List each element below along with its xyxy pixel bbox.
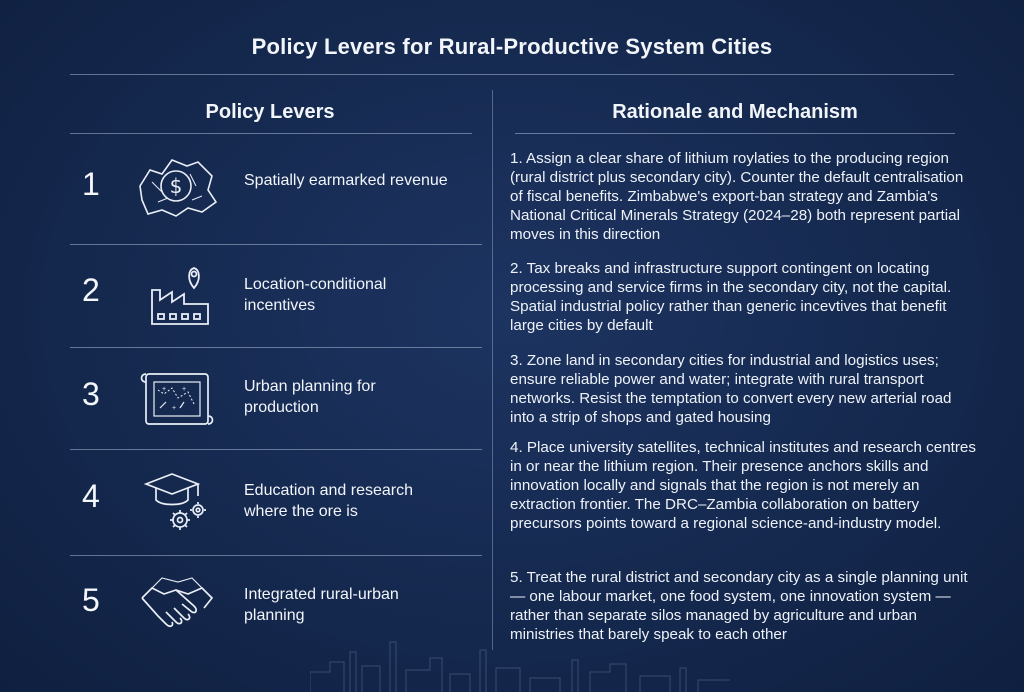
rationale-item-3: 3. Zone land in secondary cities for industrial and logistics uses; ensure reliable power and water; integrate with rural transport networks. Resist the temptation to convert every new arterial road into a strip of shops and gated housing bbox=[510, 352, 952, 426]
factory-pin-icon bbox=[132, 260, 222, 330]
lever-label: Location-conditional incentives bbox=[244, 276, 387, 314]
title-divider bbox=[70, 74, 954, 75]
rationale-item-4: 4. Place university satellites, technical institutes and research centres in or near the lithium region. Their presence anchors skills and innovation locally and signals that the region is not merely an extraction frontier. The DRC–Zambia collaboration on battery precursors points toward a regional science-and-industry model. bbox=[510, 439, 976, 532]
right-header-divider bbox=[515, 133, 955, 134]
lever-label: Integrated rural-urban planning bbox=[244, 586, 399, 624]
lever-label: Spatially earmarked revenue bbox=[244, 172, 448, 189]
rationale-item-2: 2. Tax breaks and infrastructure support contingent on locating processing and service firms in the secondary city, not the capital. Spatial industrial policy rather than generic incevtives that benefit large cities by default bbox=[510, 260, 952, 334]
left-header-divider bbox=[70, 133, 472, 134]
handshake-icon bbox=[132, 568, 222, 638]
lever-number: 5 bbox=[82, 582, 100, 618]
lever-row-1 bbox=[72, 140, 472, 244]
lever-number: 2 bbox=[82, 272, 100, 308]
lever-label: Education and research where the ore is bbox=[244, 482, 413, 520]
lever-number: 1 bbox=[82, 166, 100, 202]
rationale-item-1: 1. Assign a clear share of lithium roylaties to the producing region (rural district plus secondary city). Counter the default centralisation of fiscal benefits. Zimbabwe's export-ban strategy and Zambia's National Critical Minerals Strategy (2024–28) both represent partial moves in this direction bbox=[510, 150, 964, 243]
svg-text:+: + bbox=[172, 405, 177, 412]
row-divider bbox=[70, 347, 482, 348]
row-divider bbox=[70, 244, 482, 245]
rationale-item-5: 5. Treat the rural district and secondary city as a single planning unit — one labour market, one food system, one innovation system — rather than separate silos managed by agriculture and urban ministries that barely speak to each other bbox=[510, 569, 968, 643]
svg-text:+: + bbox=[182, 386, 187, 393]
left-column-header: Policy Levers bbox=[205, 101, 335, 123]
lever-label: Urban planning for production bbox=[244, 378, 376, 416]
lever-row-2 bbox=[72, 246, 472, 346]
lever-number: 3 bbox=[82, 376, 100, 412]
svg-text:+: + bbox=[162, 386, 167, 393]
row-divider bbox=[70, 449, 482, 450]
row-divider bbox=[70, 555, 482, 556]
right-column-header: Rationale and Mechanism bbox=[612, 101, 858, 123]
skyline-decoration bbox=[310, 622, 730, 692]
page-title: Policy Levers for Rural-Productive System Cities bbox=[251, 34, 773, 59]
graduation-gears-icon bbox=[132, 466, 222, 536]
column-divider bbox=[492, 90, 493, 650]
dollar-map-icon bbox=[132, 152, 222, 222]
lever-row-4 bbox=[72, 452, 472, 554]
lever-number: 4 bbox=[82, 478, 100, 514]
svg-text:$: $ bbox=[169, 174, 183, 198]
lever-row-3 bbox=[72, 350, 472, 448]
plan-scroll-icon bbox=[132, 364, 222, 434]
